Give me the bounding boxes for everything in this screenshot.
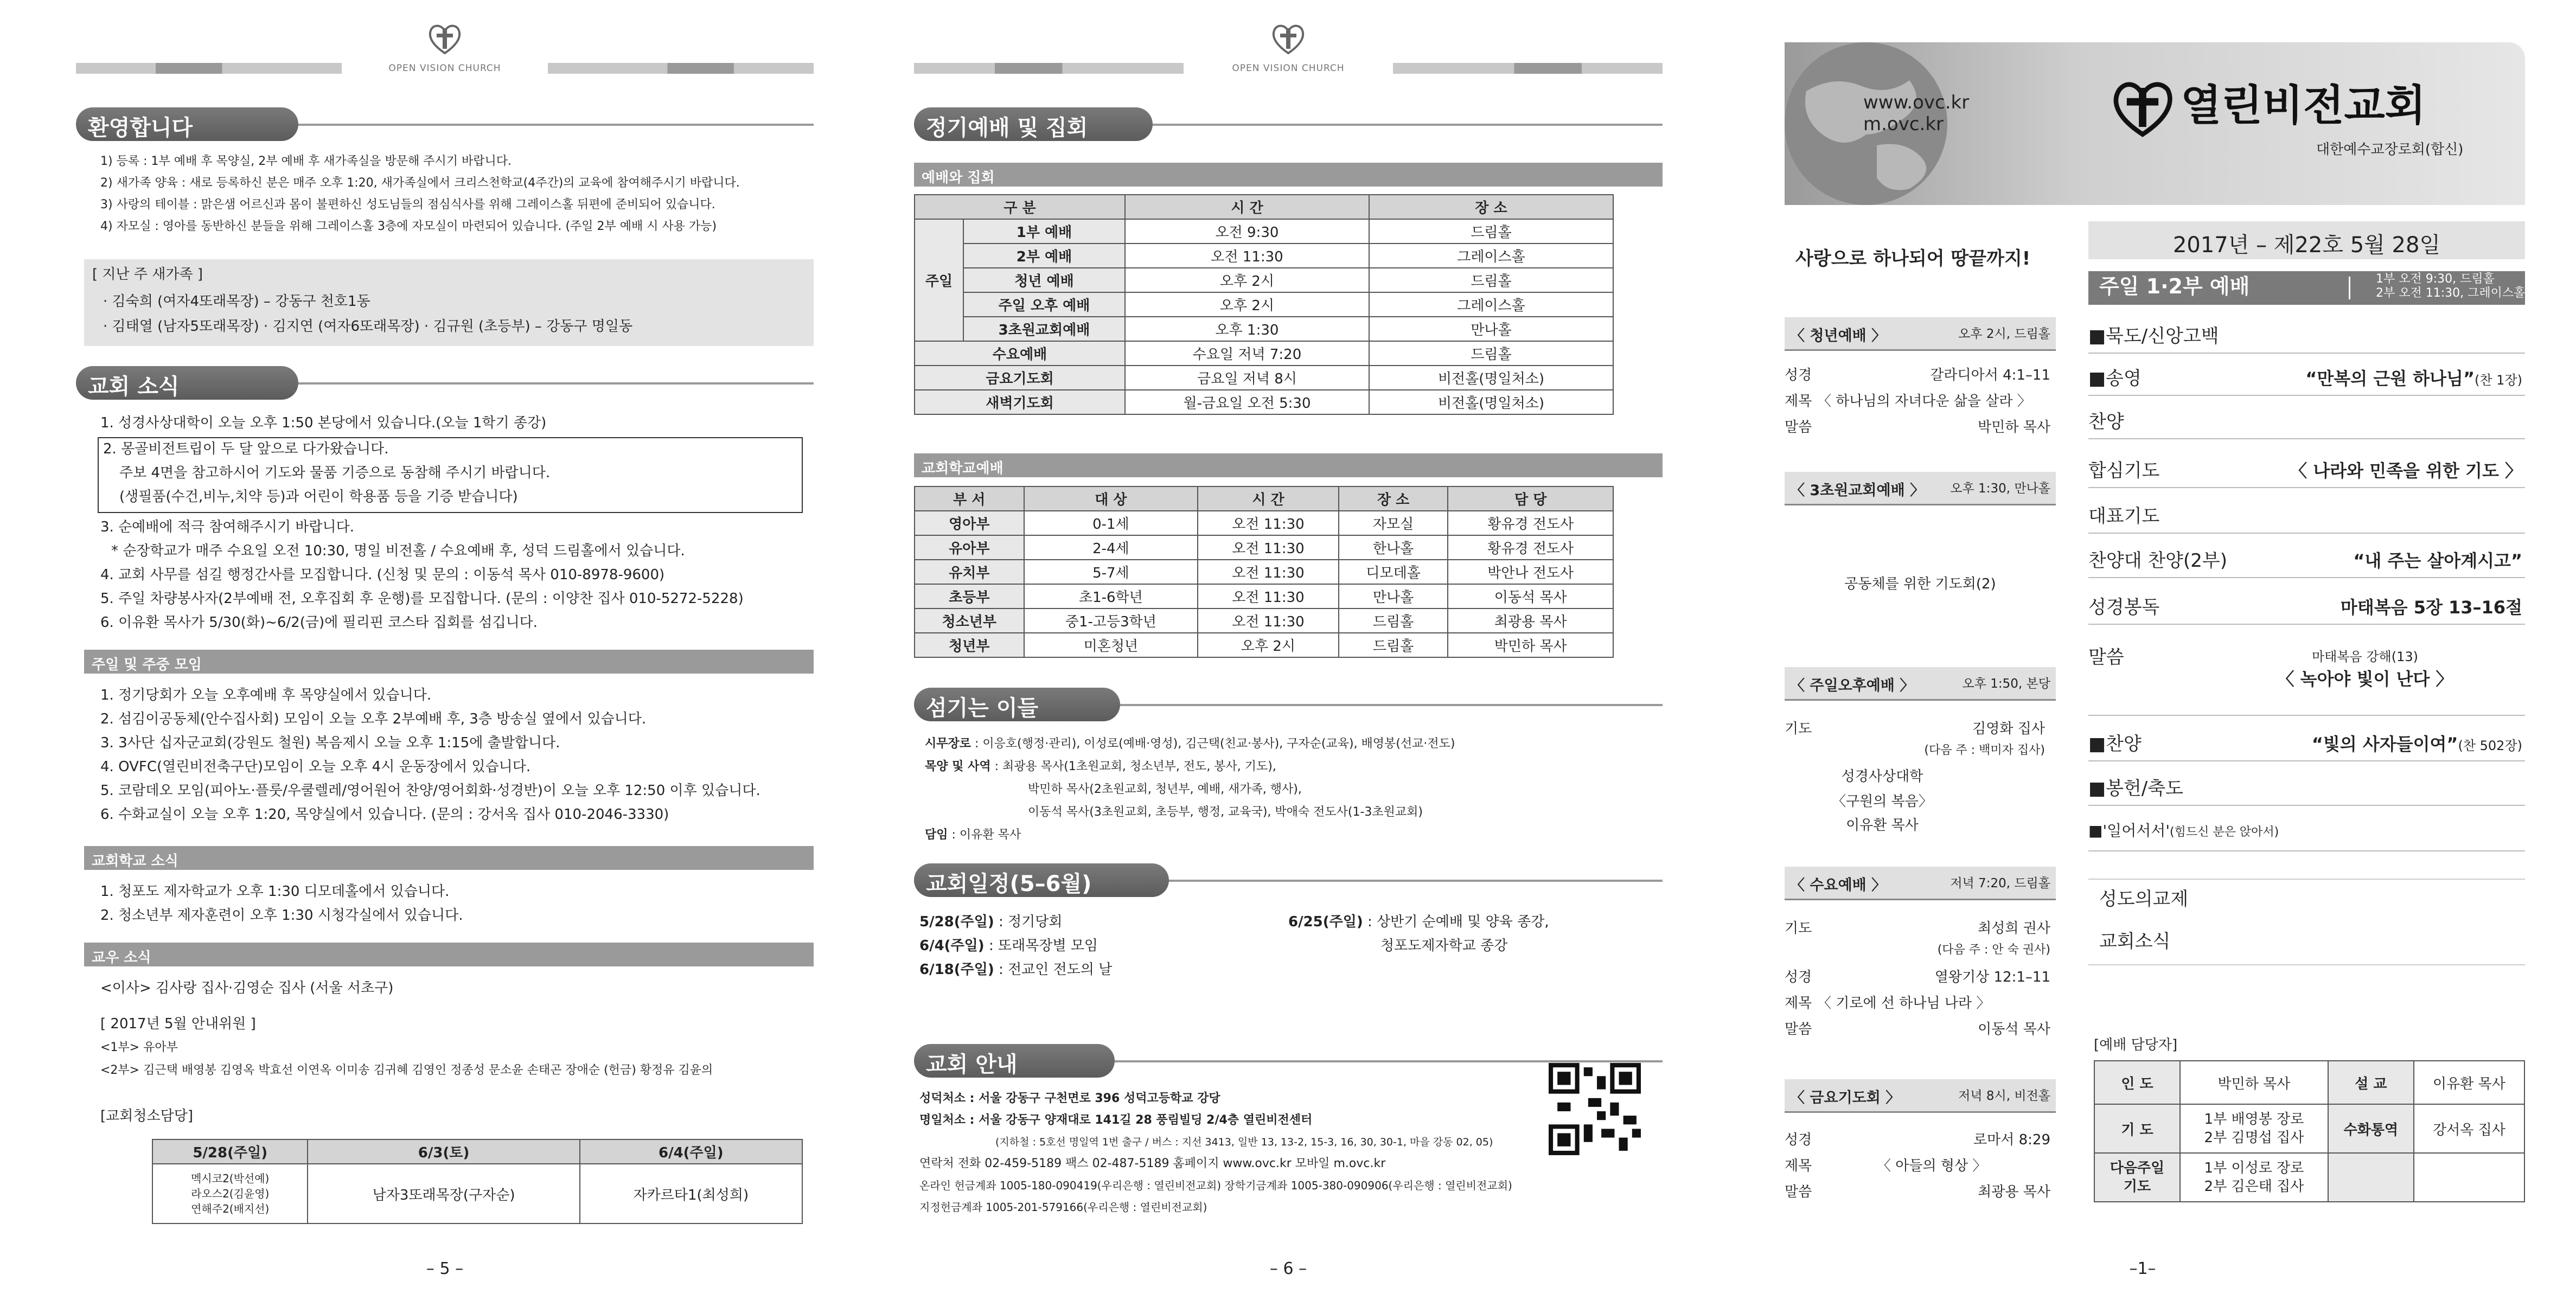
order-extra: (힘드신 분은 앉아서): [2170, 825, 2279, 839]
motto: 사랑으로 하나되어 땅끝까지!: [1795, 248, 2031, 270]
cleaning-header: 6/3(토): [308, 1139, 579, 1164]
worship-time: 수요일 저녁 7:20: [1125, 341, 1369, 366]
cleaning-cell: 자카르타1(최성희): [580, 1164, 802, 1223]
welcome-item-4: 4) 자모실 : 영아를 동반하신 분들을 위해 그레이스홀 3층에 자모실이 마련되어 있습니다. (주일 2부 예배 시 사용 가능): [100, 220, 717, 233]
guide-first: <1부> 유아부: [100, 1041, 178, 1054]
worship-place: 비전홀(명일처소): [1369, 390, 1613, 414]
servant-line: : 이응호(행정·관리), 이성로(예배·영성), 김근택(친교·봉사), 구자순(교육), 배영봉(선교·전도): [971, 737, 1455, 751]
news-item-2: 2. 몽골비전트립이 두 달 앞으로 다가왔습니다.: [103, 441, 389, 457]
worship-name: 청년 예배: [963, 268, 1125, 292]
order-label: 교회소식: [2099, 931, 2171, 952]
subsection-worship: 예배와 집회: [914, 163, 1663, 187]
afternoon-topic: 〈구원의 복음〉: [1832, 793, 1933, 810]
worship-time: 오후 1:30: [1125, 317, 1369, 341]
school-cell: 유아부: [915, 535, 1024, 560]
issue-date: 2017년 – 제22호 5월 28일: [2088, 221, 2525, 259]
school-header: 장 소: [1339, 486, 1448, 511]
friday-speaker: 최광용 목사: [1978, 1184, 2050, 1200]
page-5: [76, 0, 814, 1294]
newcomers-line-1: · 김숙희 (여자4또래목장) – 강동구 천호1동: [103, 293, 370, 310]
church-logo-icon: [426, 20, 464, 57]
worship-place: 드림홀: [1369, 268, 1613, 292]
header-logo-text: OPEN VISION CHURCH: [1232, 63, 1345, 74]
worship-table: [914, 194, 1614, 415]
order-value: “빛의 사자들이여”: [2311, 734, 2458, 754]
school-cell: 중1-고등3학년: [1024, 608, 1198, 633]
worship-place: 만나홀: [1369, 317, 1613, 341]
news-item-6: 6. 이유환 목사가 5/30(화)~6/2(금)에 필리핀 코스타 집회를 섬깁니다.: [100, 614, 538, 631]
welcome-item-1: 1) 등록 : 1부 예배 후 목양실, 2부 예배 후 새가족실을 방문해 주시기 바랍니다.: [100, 155, 512, 168]
duty-cell: 2부 김명섭 집사: [2204, 1130, 2304, 1146]
wednesday-scripture: 열왕기상 12:1–11: [1934, 969, 2050, 985]
guide-second: <2부> 김근택 배영봉 김영옥 박효선 이연옥 이미송 김귀혜 김영인 정종성 문소윤 손태곤 장애순 (헌금) 황정유 김윤의: [100, 1064, 713, 1077]
section-title-worship: 정기예배 및 집회: [914, 107, 1153, 141]
worship-place: 그레이스홀: [1369, 292, 1613, 317]
chowon-content: 공동체를 위한 기도회(2): [1844, 576, 1996, 592]
worship-header: 구 분: [915, 195, 1125, 219]
worship-place: 비전홀(명일처소): [1369, 366, 1613, 390]
wednesday-speaker: 이동석 목사: [1978, 1021, 2050, 1037]
school-cell: 2-4세: [1024, 535, 1198, 560]
info-line-4: 연락처 전화 02-459-5189 팩스 02-487-5189 홈페이지 www.ovc.kr 모바일 m.ovc.kr: [919, 1157, 1386, 1170]
order-value: 마태복음 5장 13–16절: [2340, 597, 2522, 618]
school-cell: 오후 2시: [1198, 633, 1339, 657]
school-cell: 영아부: [915, 511, 1024, 535]
cleaning-table: [152, 1139, 803, 1224]
school-cell: 오전 11:30: [1198, 608, 1339, 633]
cleaning-cell: 연해주2(배지선): [191, 1202, 270, 1215]
order-value: “만복의 근원 하나님”: [2305, 368, 2475, 389]
schedule-text: : 또래목장별 모임: [984, 938, 1098, 954]
school-cell: 박안나 전도사: [1448, 560, 1613, 584]
guide-title: [ 2017년 5월 안내위원 ]: [100, 1016, 256, 1032]
news-item-5: 5. 주일 차량봉사자(2부예배 전, 오후집회 후 운행)를 모집합니다. (문의 : 이양찬 집사 010-5272-5228): [100, 591, 744, 607]
subsection-school-worship: 교회학교예배: [914, 453, 1663, 477]
members-move: <이사> 김사랑 집사·김영순 집사 (서울 서초구): [100, 980, 394, 996]
cleaning-title: [교회청소담당]: [100, 1108, 193, 1124]
chowon-service-header: [1785, 472, 2056, 505]
order-label: ■'일어서서': [2088, 822, 2170, 840]
info-line-5: 온라인 헌금계좌 1005-180-090419(우리은행 : 열린비전교회) 장학기금계좌 1005-380-090906(우리은행 : 열린비전교회): [919, 1179, 1512, 1192]
header-logo-text: OPEN VISION CHURCH: [388, 63, 501, 74]
meetings-item-5: 5. 코람데오 모임(피아노·플룻/우쿨렐레/영어원어 찬양/영어회화·성경반)이 오늘 오후 12:50 이후 있습니다.: [100, 783, 760, 799]
school-cell: 오전 11:30: [1198, 584, 1339, 608]
cleaning-cell: 멕시코2(박선예): [191, 1172, 270, 1185]
duty-cell: 이유환 목사: [2414, 1061, 2524, 1104]
servant-line: 박민하 목사(2초원교회, 청년부, 예배, 새가족, 행사),: [1028, 783, 1302, 796]
school-cell: 한나홀: [1339, 535, 1448, 560]
order-label: 대표기도: [2088, 505, 2160, 527]
duty-cell: 2부 김은태 집사: [2204, 1178, 2304, 1195]
worship-time: 금요일 저녁 8시: [1125, 366, 1369, 390]
wednesday-subject-label: 제목: [1785, 995, 1812, 1011]
worship-name: 2부 예배: [963, 244, 1125, 268]
friday-service-title: 〈 금요기도회 〉: [1790, 1090, 1901, 1106]
afternoon-service-header: [1785, 667, 2056, 701]
servant-line: : 최광용 목사(1초원교회, 청소년부, 전도, 봉사, 기도),: [990, 760, 1276, 773]
schedule-date: 6/25(주일): [1288, 914, 1363, 930]
order-label: ■묵도/신앙고백: [2088, 325, 2219, 347]
meetings-item-3: 3. 3사단 십자군교회(강원도 철원) 복음제시 오늘 오후 1:15에 출발합니다.: [100, 735, 560, 751]
service-time-1: 1부 오전 9:30, 드림홀: [2376, 272, 2495, 286]
duty-cell: 설 교: [2328, 1061, 2414, 1104]
servant-line: : 이유환 목사: [948, 828, 1021, 842]
service-time-2: 2부 오전 11:30, 그레이스홀: [2376, 286, 2526, 300]
school-cell: 초등부: [915, 584, 1024, 608]
duty-table: [2094, 1060, 2525, 1202]
schedule-text-cont: 청포도제자학교 종강: [1380, 938, 1508, 954]
youth-service-header: [1785, 317, 2056, 351]
denomination: 대한예수교장로회(합신): [2316, 142, 2464, 158]
wednesday-prayer: 최성희 권사: [1978, 920, 2050, 937]
worship-time: 오후 2시: [1125, 268, 1369, 292]
afternoon-service-time: 오후 1:50, 본당: [1962, 677, 2050, 691]
wednesday-next: (다음 주 : 안 숙 권사): [1937, 943, 2050, 957]
worship-place: 드림홀: [1369, 341, 1613, 366]
info-line-1: 성덕처소 : 서울 강동구 구천면로 396 성덕고등학교 강당: [919, 1092, 1220, 1105]
school-cell: 디모데홀: [1339, 560, 1448, 584]
worship-name: 주일 오후 예배: [963, 292, 1125, 317]
qr-code-icon[interactable]: [1549, 1063, 1641, 1155]
news-item-2-detail-2: (생필품(수건,비누,치약 등)과 어린이 학용품 등을 기증 받습니다): [119, 489, 518, 505]
duty-cell: 1부 배영봉 장로: [2204, 1111, 2304, 1128]
duty-title: [예배 담당자]: [2094, 1037, 2178, 1053]
worship-time: 오후 2시: [1125, 292, 1369, 317]
chowon-service-title: 〈 3초원교회예배 〉: [1790, 482, 1925, 499]
chowon-service-time: 오후 1:30, 만나홀: [1950, 482, 2050, 496]
afternoon-course: 성경사상대학: [1841, 768, 1923, 785]
page-6: [914, 0, 1663, 1294]
youth-speaker-label: 말씀: [1785, 419, 1812, 435]
schedule-text: : 전교인 전도의 날: [994, 962, 1113, 978]
servant-label: 목양 및 사역: [925, 760, 991, 773]
servant-label: 시무장로: [925, 737, 971, 751]
worship-name: 새벽기도회: [915, 390, 1125, 414]
school-header: 시 간: [1198, 486, 1339, 511]
school-cell: 초1-6학년: [1024, 584, 1198, 608]
info-line-2: 명일처소 : 서울 강동구 양재대로 141길 28 풍림빌딩 2/4층 열린비전센터: [919, 1113, 1313, 1127]
school-worship-table: [914, 486, 1614, 658]
order-extra: 마태복음 강해(13): [2312, 649, 2418, 664]
friday-subject: 〈 아들의 형상 〉: [1877, 1158, 1987, 1174]
wednesday-speaker-label: 말씀: [1785, 1021, 1812, 1037]
friday-scripture-label: 성경: [1785, 1132, 1812, 1148]
section-title-news: 교회 소식: [76, 366, 298, 400]
worship-time: 월-금요일 오전 5:30: [1125, 390, 1369, 414]
welcome-item-3: 3) 사랑의 테이블 : 맑은샘 어르신과 몸이 불편하신 성도님들의 점심식사를 위해 그레이스홀 뒤편에 준비되어 있습니다.: [100, 198, 715, 212]
afternoon-prayer: 김영화 집사: [1972, 721, 2045, 737]
church-logo-icon: [1269, 20, 1307, 57]
order-label: 성경봉독: [2088, 597, 2160, 618]
wednesday-service-time: 저녁 7:20, 드림홀: [1950, 876, 2050, 891]
school-cell: 드림홀: [1339, 633, 1448, 657]
section-title-schedule: 교회일정(5–6월): [914, 863, 1169, 897]
duty-cell: 기도: [2123, 1178, 2151, 1195]
section-title-info: 교회 안내: [914, 1044, 1115, 1078]
school-cell: 황유경 전도사: [1448, 535, 1613, 560]
afternoon-speaker: 이유환 목사: [1846, 817, 1919, 834]
worship-time: 오전 9:30: [1125, 219, 1369, 244]
duty-cell: 박민하 목사: [2180, 1061, 2328, 1104]
school-cell: 이동석 목사: [1448, 584, 1613, 608]
service-order-header: [2088, 271, 2525, 305]
youth-speaker: 박민하 목사: [1978, 419, 2050, 435]
duty-cell: 수화통역: [2328, 1104, 2414, 1153]
school-header: 부 서: [915, 486, 1024, 511]
meetings-item-4: 4. OVFC(열린비전축구단)모임이 오늘 오후 4시 운동장에서 있습니다.: [100, 759, 531, 775]
friday-service-time: 저녁 8시, 비전홀: [1958, 1089, 2050, 1103]
servant-label: 담임: [925, 828, 948, 842]
worship-name: 1부 예배: [963, 219, 1125, 244]
newcomers-line-2: · 김태열 (남자5또래목장) · 김지연 (여자6또래목장) · 김규원 (초등부) – 강동구 명일동: [103, 318, 633, 335]
school-cell: 미혼청년: [1024, 633, 1198, 657]
order-value: “내 주는 살아계시고”: [2353, 550, 2522, 571]
youth-scripture-label: 성경: [1785, 367, 1812, 383]
wednesday-prayer-label: 기도: [1785, 920, 1812, 937]
info-line-6: 지정헌금계좌 1005-201-579166(우리은행 : 열린비전교회): [919, 1201, 1207, 1214]
friday-subject-label: 제목: [1785, 1158, 1812, 1174]
school-header: 대 상: [1024, 486, 1198, 511]
page-header: [76, 20, 814, 79]
friday-service-header: [1785, 1079, 2056, 1113]
order-extra: (찬 1장): [2475, 373, 2522, 388]
schedule-date: 6/4(주일): [919, 938, 985, 954]
schedule-date: 5/28(주일): [919, 914, 994, 930]
subsection-members: 교우 소식: [84, 943, 814, 966]
section-title-servants: 섬기는 이들: [914, 688, 1120, 721]
church-logo-icon: [2110, 75, 2175, 140]
school-cell: 청소년부: [915, 608, 1024, 633]
duty-cell: 강서옥 집사: [2414, 1104, 2524, 1153]
friday-speaker-label: 말씀: [1785, 1184, 1812, 1200]
order-label: ■봉헌/축도: [2088, 778, 2183, 799]
news-item-2-detail: 주보 4면을 참고하시어 기도와 물품 기증으로 동참해 주시기 바랍니다.: [119, 465, 551, 481]
order-label: 말씀: [2088, 646, 2124, 668]
page-number: – 5 –: [426, 1259, 464, 1278]
youth-subject-label: 제목: [1785, 393, 1812, 409]
order-extra: (찬 502장): [2458, 738, 2522, 753]
news-item-4: 4. 교회 사무를 섬길 행정간사를 모집합니다. (신청 및 문의 : 이동석 목사 010-8978-9600): [100, 567, 665, 583]
mobile-url[interactable]: m.ovc.kr: [1863, 113, 1944, 135]
school-cell: 0-1세: [1024, 511, 1198, 535]
schedule-text: : 상반기 순예배 및 양육 종강,: [1363, 914, 1549, 930]
page-number: –1–: [2129, 1259, 2156, 1278]
church-name: 열린비전교회: [2181, 81, 2426, 130]
servant-line: 이동석 목사(3초원교회, 초등부, 행정, 교육국), 박애숙 전도사(1-3초원교회): [1028, 805, 1423, 819]
cleaning-cell: 라오스2(김윤영): [191, 1187, 270, 1200]
duty-cell: 기 도: [2094, 1104, 2180, 1153]
news-item-3: 3. 순예배에 적극 참여해주시기 바랍니다.: [100, 519, 354, 535]
cover-banner: [1785, 42, 2525, 205]
schedule-text: : 정기당회: [994, 914, 1063, 930]
worship-group-label: 주일: [915, 219, 963, 341]
school-cell: 오전 11:30: [1198, 511, 1339, 535]
afternoon-prayer-label: 기도: [1785, 721, 1812, 737]
worship-time: 오전 11:30: [1125, 244, 1369, 268]
school-item-1: 1. 청포도 제자학교가 오후 1:30 디모데홀에서 있습니다.: [100, 883, 450, 900]
worship-name: 수요예배: [915, 341, 1125, 366]
school-cell: 5-7세: [1024, 560, 1198, 584]
order-label: 찬양대 찬양(2부): [2088, 550, 2228, 572]
page-number: – 6 –: [1269, 1259, 1307, 1278]
order-label: 합심기도: [2088, 460, 2160, 482]
worship-header: 시 간: [1125, 195, 1369, 219]
worship-name: 3초원교회예배: [963, 317, 1125, 341]
page-header: [914, 20, 1663, 79]
friday-scripture: 로마서 8:29: [1973, 1132, 2050, 1148]
worship-header: 장 소: [1369, 195, 1613, 219]
school-cell: 자모실: [1339, 511, 1448, 535]
duty-cell: 다음주일: [2110, 1160, 2165, 1176]
order-value: 〈 녹아야 빛이 난다 〉: [2277, 669, 2453, 689]
schedule-date: 6/18(주일): [919, 962, 994, 978]
section-title-welcome: 환영합니다: [76, 107, 298, 141]
welcome-item-2: 2) 새가족 양육 : 새로 등록하신 분은 매주 오후 1:20, 새가족실에서 크리스천학교(4주간)의 교육에 참여해주시기 바랍니다.: [100, 176, 740, 190]
order-label: ■송영: [2088, 368, 2142, 389]
meetings-item-1: 1. 정기당회가 오늘 오후예배 후 목양실에서 있습니다.: [100, 687, 432, 703]
order-value: 〈 나라와 민족을 위한 기도 〉: [2290, 460, 2522, 481]
youth-subject: 〈 하나님의 자녀다운 삶을 살라 〉: [1817, 393, 2031, 409]
school-cell: 박민하 목사: [1448, 633, 1613, 657]
youth-service-time: 오후 2시, 드림홀: [1958, 327, 2050, 341]
news-item-3-detail: * 순장학교가 매주 수요일 오전 10:30, 명일 비전홀 / 수요예배 후, 성덕 드림홀에서 있습니다.: [111, 543, 685, 559]
subsection-school: 교회학교 소식: [84, 846, 814, 870]
cleaning-header: 6/4(주일): [580, 1139, 802, 1164]
service-title: 주일 1·2부 예배: [2099, 274, 2250, 298]
school-cell: 황유경 전도사: [1448, 511, 1613, 535]
youth-service-title: 〈 청년예배 〉: [1790, 328, 1887, 344]
school-cell: 드림홀: [1339, 608, 1448, 633]
cleaning-cell: 남자3또래목장(구자순): [308, 1164, 579, 1223]
cleaning-header: 5/28(주일): [152, 1139, 308, 1164]
duty-cell: 인 도: [2094, 1061, 2180, 1104]
order-label: ■찬양: [2088, 733, 2142, 755]
school-cell: 오전 11:30: [1198, 535, 1339, 560]
afternoon-service-title: 〈 주일오후예배 〉: [1790, 677, 1915, 694]
news-item-1: 1. 성경사상대학이 오늘 오후 1:50 본당에서 있습니다.(오늘 1학기 종강): [100, 415, 547, 431]
school-cell: 최광용 목사: [1448, 608, 1613, 633]
afternoon-next: (다음 주 : 백미자 집사): [1924, 744, 2045, 757]
website-url[interactable]: www.ovc.kr: [1863, 92, 1970, 113]
school-item-2: 2. 청소년부 제자훈련이 오후 1:30 시청각실에서 있습니다.: [100, 907, 463, 924]
wednesday-service-title: 〈 수요예배 〉: [1790, 877, 1887, 894]
wednesday-service-header: [1785, 867, 2056, 900]
school-cell: 만나홀: [1339, 584, 1448, 608]
newcomers-title: [ 지난 주 새가족 ]: [92, 266, 203, 283]
order-label: 찬양: [2088, 411, 2124, 433]
duty-cell: 1부 이성로 장로: [2204, 1160, 2304, 1176]
worship-place: 드림홀: [1369, 219, 1613, 244]
wednesday-subject: 〈 기로에 선 하나님 나라 〉: [1817, 995, 1991, 1011]
youth-scripture: 갈라디아서 4:1–11: [1930, 367, 2050, 383]
worship-place: 그레이스홀: [1369, 244, 1613, 268]
school-cell: 청년부: [915, 633, 1024, 657]
meetings-item-6: 6. 수화교실이 오늘 오후 1:20, 목양실에서 있습니다. (문의 : 강서옥 집사 010-2046-3330): [100, 806, 669, 823]
subsection-meetings: 주일 및 주중 모임: [84, 650, 814, 674]
meetings-item-2: 2. 섬김이공동체(안수집사회) 모임이 오늘 오후 2부예배 후, 3층 방송실 옆에서 있습니다.: [100, 711, 647, 727]
school-cell: 유치부: [915, 560, 1024, 584]
info-line-3: (지하철 : 5호선 명일역 1번 출구 / 버스 : 지선 3413, 일반 13, 13-2, 15-3, 16, 30, 30-1, 마을 강동 02, 05): [995, 1136, 1493, 1148]
page-1-cover: [1785, 0, 2525, 1294]
wednesday-scripture-label: 성경: [1785, 969, 1812, 985]
school-header: 담 당: [1448, 486, 1613, 511]
worship-name: 금요기도회: [915, 366, 1125, 390]
school-cell: 오전 11:30: [1198, 560, 1339, 584]
order-label: 성도의교제: [2099, 888, 2189, 910]
